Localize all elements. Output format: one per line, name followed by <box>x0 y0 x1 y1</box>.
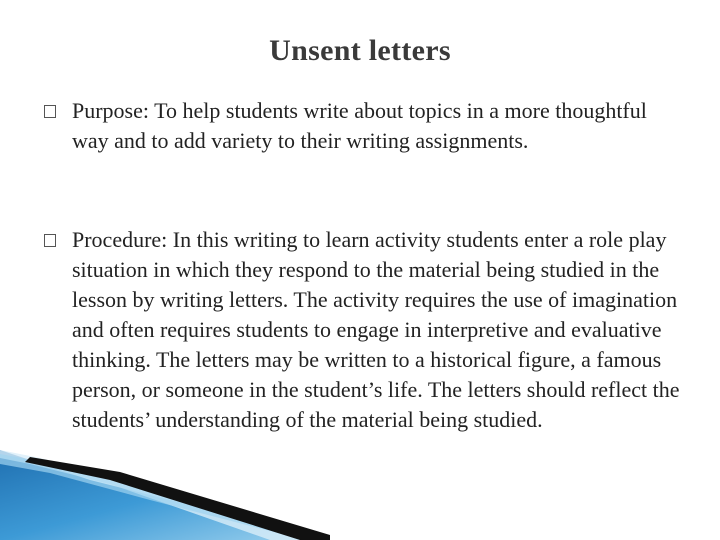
slide-title: Unsent letters <box>269 34 451 67</box>
decorative-swoosh <box>0 440 720 540</box>
bullet-procedure <box>44 225 684 435</box>
bullet-text: Purpose: To help students write about topics in a more thoughtful way and to add variety to their writing assignments. <box>72 98 647 153</box>
square-bullet-icon <box>44 105 56 118</box>
bullet-purpose <box>44 96 684 156</box>
square-bullet-icon <box>44 234 56 247</box>
bullet-text: Procedure: In this writing to learn activity students enter a role play situation in which they respond to the material being studied in the lesson by writing letters. The activity requires the use of imagination and often requires students to engage in interpretive and evaluative thinking. The letters may be written to a historical figure, a famous person, or someone in the student’s life. The letters should reflect the students’ understanding of the material being studied. <box>72 227 680 432</box>
